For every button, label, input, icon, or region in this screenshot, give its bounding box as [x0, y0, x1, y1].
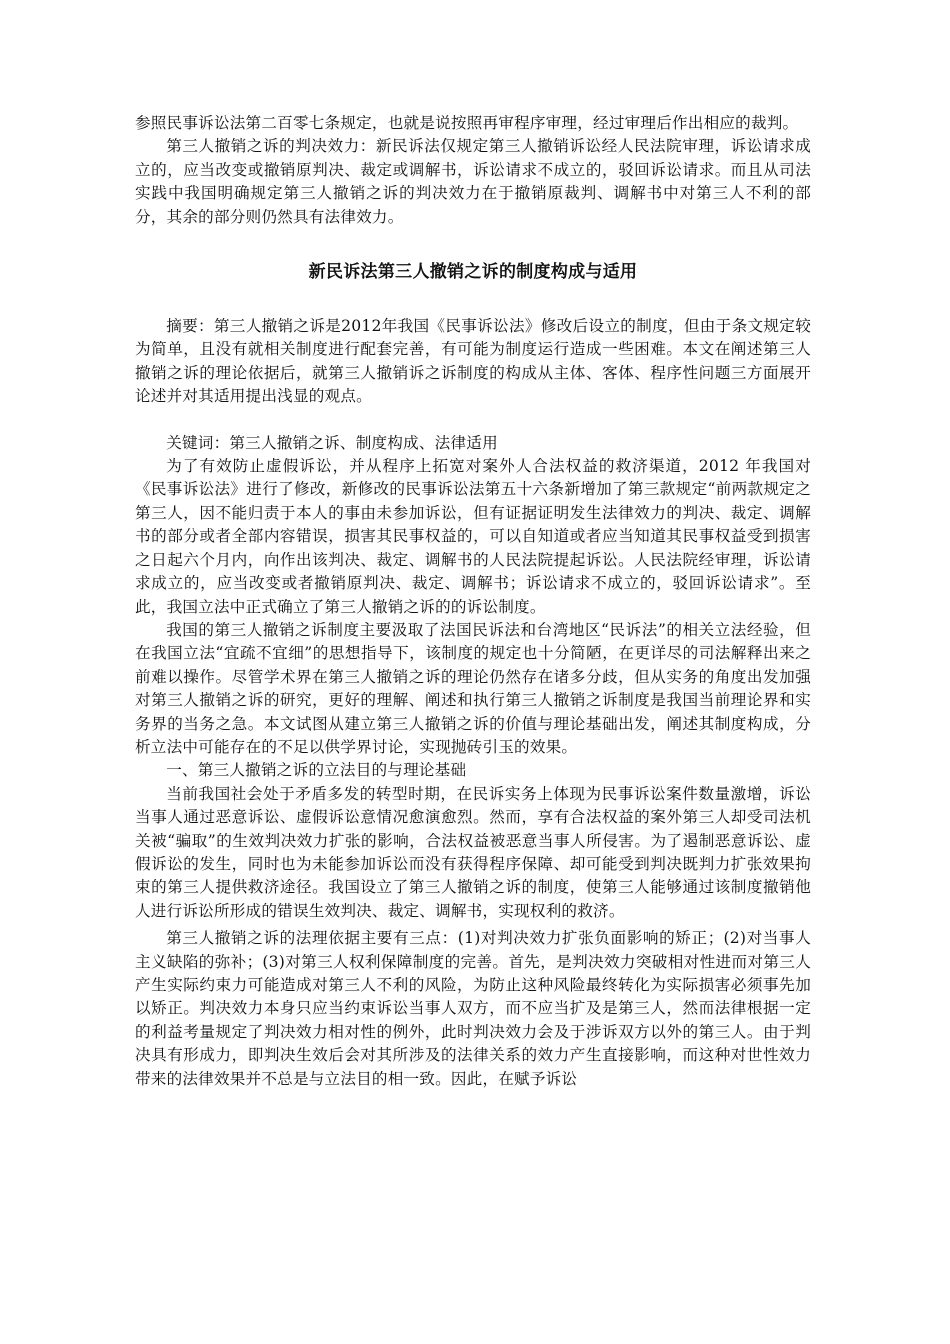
- article-title: 新民诉法第三人撤销之诉的制度构成与适用: [308, 262, 638, 283]
- body-paragraph-3: 当前我国社会处于矛盾多发的转型时期，在民诉实务上体现为民事诉讼案件数量激增，诉讼当事人通过恶意诉讼、虚假诉讼意情况愈演愈烈。然而，享有合法权益的案外第三人却受司法机关被“骗取”的生效判决效力扩张的影响，合法权益被恶意当事人所侵害。为了遏制恶意诉讼、虚假诉讼的发生，同时也为未能参加诉讼而没有获得程序保障、却可能受到判决既判力扩张效果拘束的第三人提供救济途径。我国设立了第三人撤销之诉的制度，使第三人能够通过该制度撤销他人进行诉讼所形成的错误生效判决、裁定、调解书，实现权利的救济。: [135, 784, 811, 920]
- keywords-line: 关键词：第三人撤销之诉、制度构成、法律适用: [166, 433, 498, 452]
- intro-paragraph-1: 参照民事诉讼法第二百零七条规定，也就是说按照再审程序审理，经过审理后作出相应的裁判。: [135, 114, 799, 132]
- body-paragraph-2: 我国的第三人撤销之诉制度主要汲取了法国民诉法和台湾地区“民诉法”的相关立法经验，但在我国立法“宜疏不宜细”的思想指导下，该制度的规定也十分简陋，在更详尽的司法解释出来之前难以操作。尽管学术界在第三人撤销之诉的理论仍然存在诸多分歧，但从实务的角度出发加强对第三人撤销之诉的研究，更好的理解、阐述和执行第三人撤销之诉制度是我国当前理论界和实务界的当务之急。本文试图从建立第三人撤销之诉的价值与理论基础出发，阐述其制度构成，分析立法中可能存在的不足以供学界讨论，实现抛砖引玉的效果。: [135, 620, 811, 756]
- section-heading-1: 一、第三人撤销之诉的立法目的与理论基础: [166, 761, 467, 780]
- abstract-paragraph: 摘要：第三人撤销之诉是2012年我国《民事诉讼法》修改后设立的制度，但由于条文规定较为简单，且没有就相关制度进行配套完善，有可能为制度运行造成一些困难。本文在阐述第三人撤销之诉的理论依据后，就第三人撤销诉之诉制度的构成从主体、客体、程序性问题三方面展开论述并对其适用提出浅显的观点。: [135, 317, 811, 406]
- body-paragraph-4: 第三人撤销之诉的法理依据主要有三点：(1)对判决效力扩张负面影响的矫正；(2)对当事人主义缺陷的弥补；(3)对第三人权利保障制度的完善。首先，是判决效力突破相对性进而对第三人产生实际约束力可能造成对第三人不利的风险，为防止这种风险最终转化为实际损害必须事先加以矫正。判决效力本身只应当约束诉讼当事人双方，而不应当扩及是第三人，然而法律根据一定的利益考量规定了判决效力相对性的例外，此时判决效力会及于涉诉双方以外的第三人。由于判决具有形成力，即判决生效后会对其所涉及的法律关系的效力产生直接影响，而这种对世性效力带来的法律效果并不总是与立法目的相一致。因此，在赋予诉讼: [135, 929, 811, 1088]
- intro-paragraph-2: 第三人撤销之诉的判决效力：新民诉法仅规定第三人撤销诉讼经人民法院审理，诉讼请求成立的，应当改变或撤销原判决、裁定或调解书，诉讼请求不成立的，驳回诉讼请求。而且从司法实践中我国明确规定第三人撤销之诉的判决效力在于撤销原裁判、调解书中对第三人不利的部分，其余的部分则仍然具有法律效力。: [135, 137, 811, 226]
- document-page: [135, 112, 811, 1332]
- body-paragraph-1: 为了有效防止虚假诉讼，并从程序上拓宽对案外人合法权益的救济渠道，2012 年我国对《民事诉讼法》进行了修改，新修改的民事诉讼法第五十六条新增加了第三款规定“前两款规定之第三人，因不能归责于本人的事由未参加诉讼，但有证据证明发生法律效力的判决、裁定、调解书的部分或者全部内容错误，损害其民事权益的，可以自知道或者应当知道其民事权益受到损害之日起六个月内，向作出该判决、裁定、调解书的人民法院提起诉讼。人民法院经审理，诉讼请求成立的，应当改变或者撤销原判决、裁定、调解书；诉讼请求不成立的，驳回诉讼请求”。至此，我国立法中正式确立了第三人撤销之诉的的诉讼制度。: [135, 457, 811, 616]
